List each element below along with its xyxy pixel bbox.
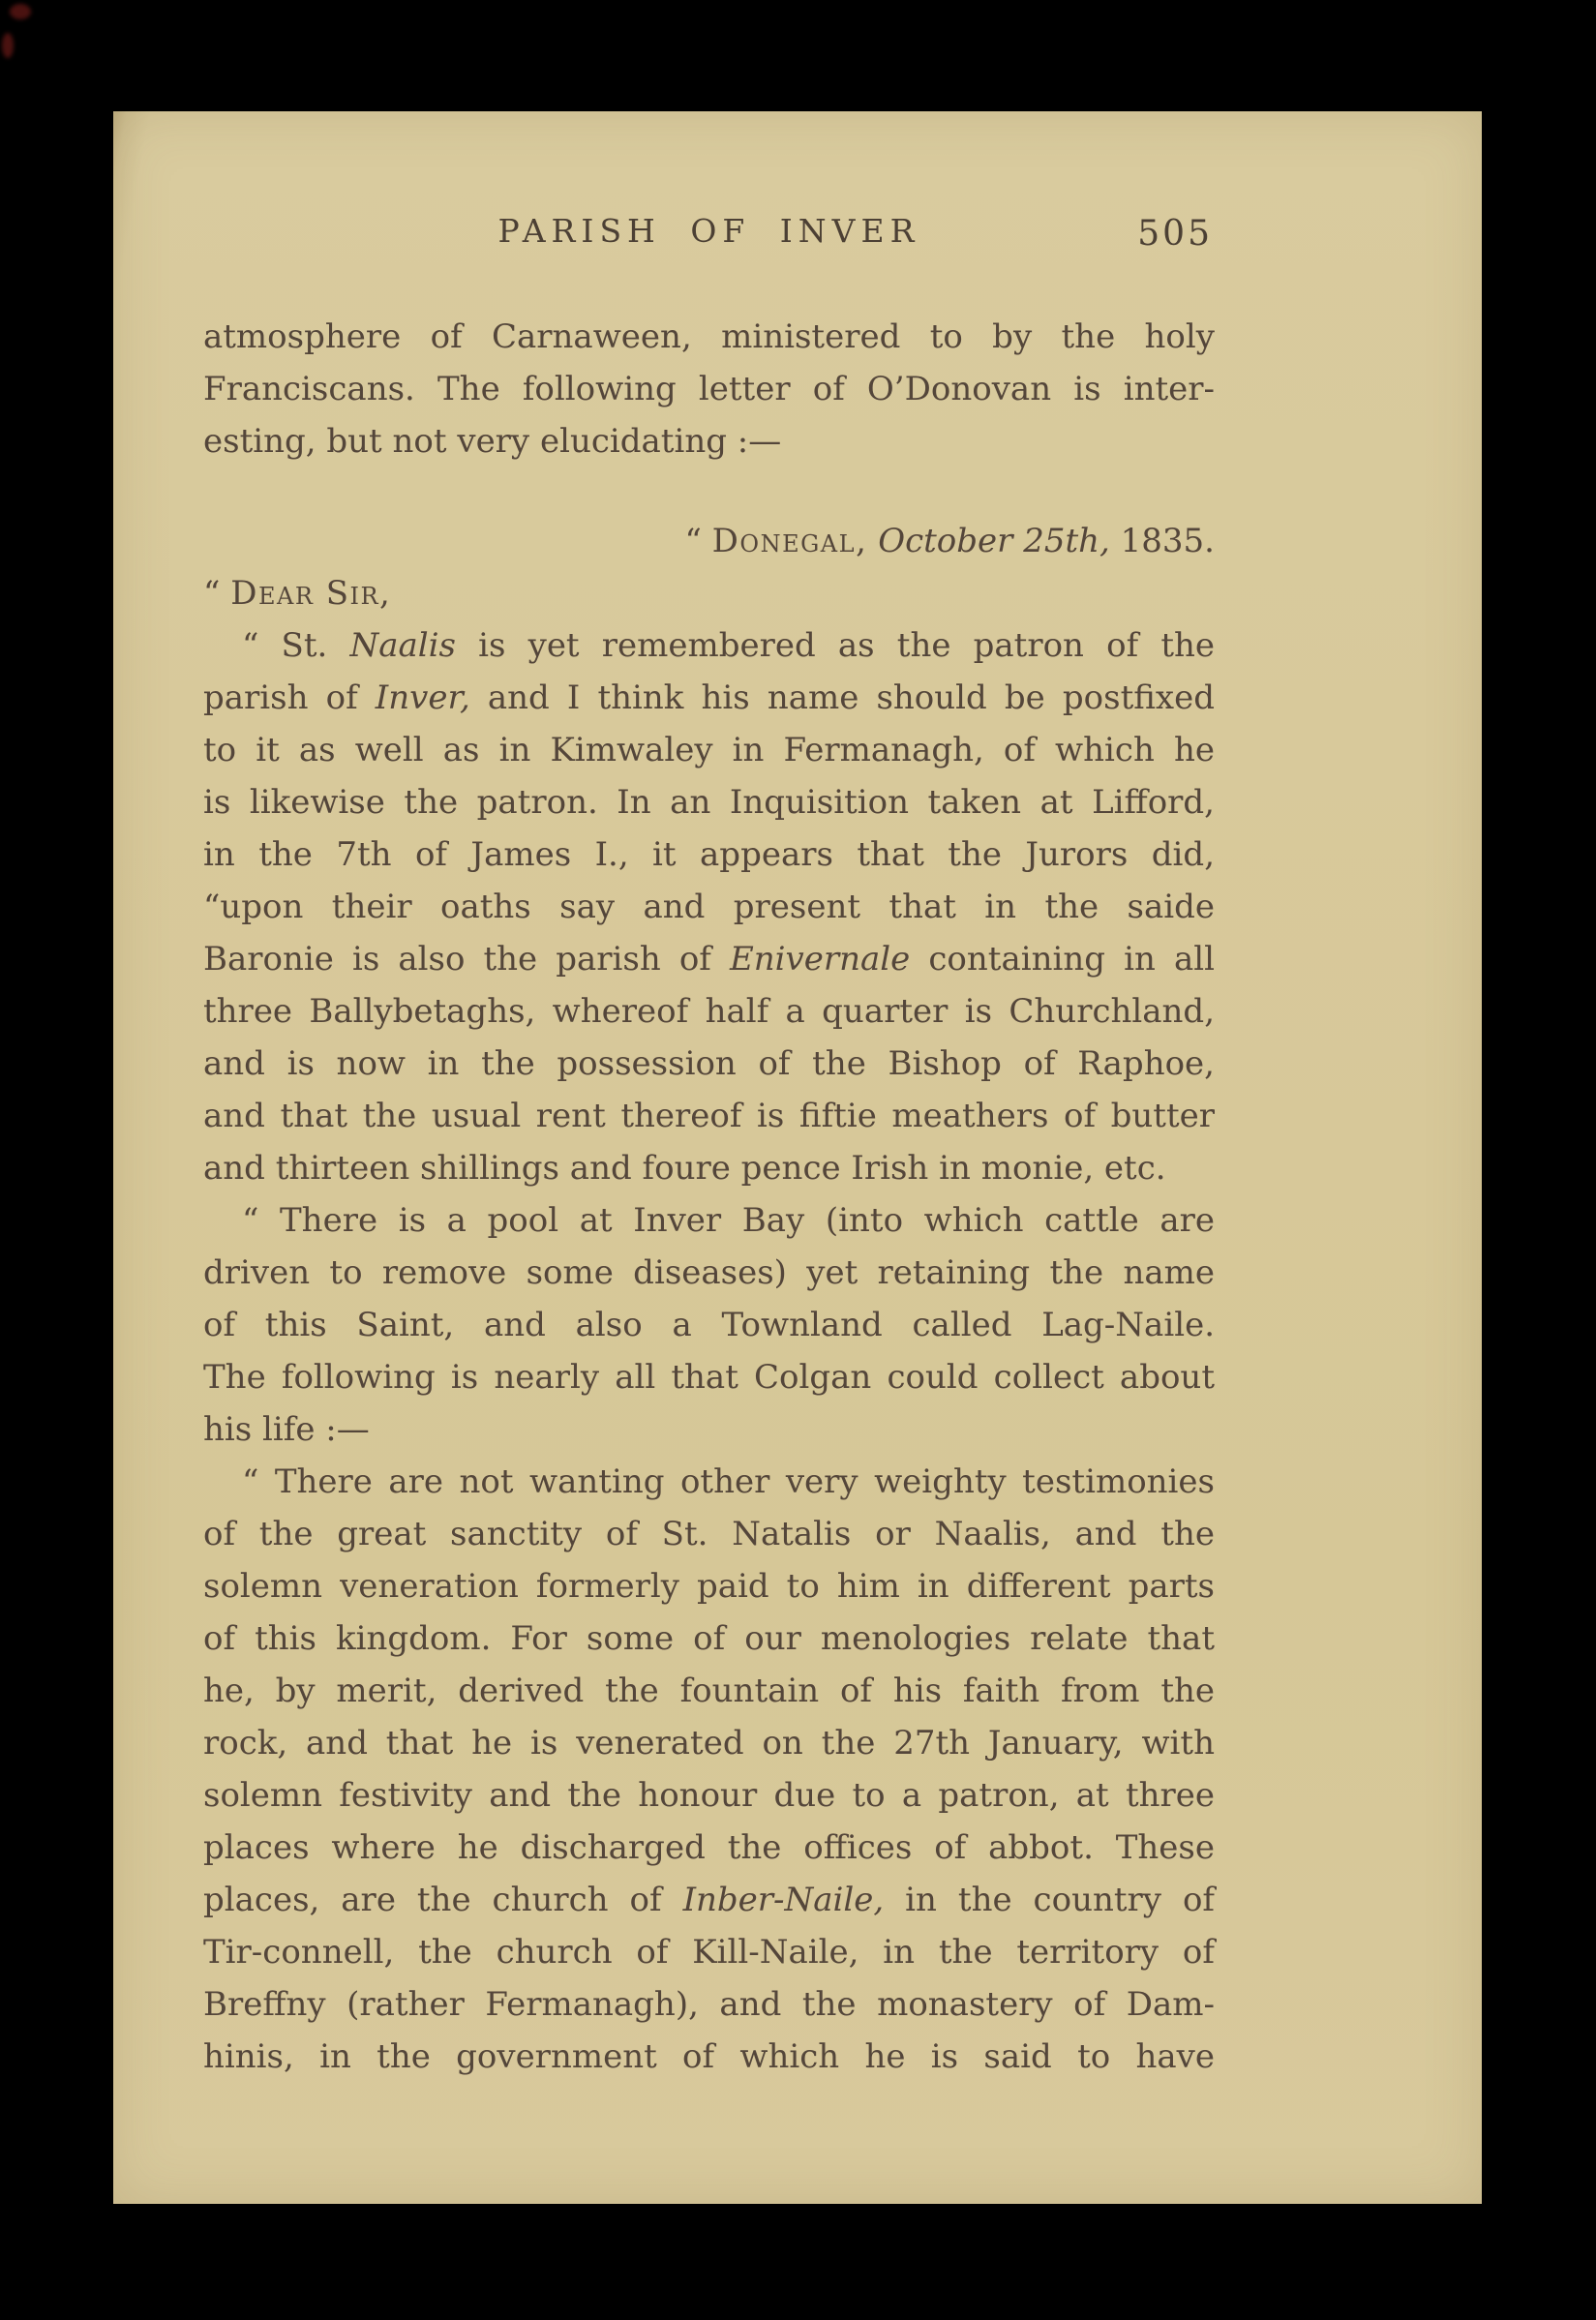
text-line: “ There are not wanting other very weighty testimonies bbox=[242, 1462, 1215, 1501]
text-column bbox=[203, 212, 1215, 2083]
text-line: of the great sanctity of St. Natalis or Naalis, and the bbox=[203, 1515, 1215, 1553]
text-line: places where he discharged the offices of abbot. These bbox=[203, 1828, 1215, 1867]
text-line: Franciscans. The following letter of O’Donovan is inter- bbox=[203, 370, 1215, 408]
text-line: he, by merit, derived the fountain of his faith from the bbox=[203, 1672, 1215, 1710]
text-line: “upon their oaths say and present that in the saide bbox=[203, 888, 1215, 926]
colgan-paragraph bbox=[203, 1456, 1215, 2083]
text-line: his life :— bbox=[203, 1410, 370, 1449]
page-text bbox=[203, 311, 1215, 2083]
letter-paragraph bbox=[203, 619, 1215, 1194]
text-line: “ St. Naalis is yet remembered as the patron of the bbox=[242, 626, 1215, 665]
text-line: and is now in the possession of the Bishop of Raphoe, bbox=[203, 1044, 1215, 1083]
text-line: places, are the church of Inber-Naile, in the country of bbox=[203, 1881, 1216, 1919]
dateline bbox=[203, 515, 1215, 567]
text-line: in the 7th of James I., it appears that the Jurors did, bbox=[203, 835, 1215, 874]
book-page bbox=[113, 111, 1482, 2204]
text-line: “ Donegal, October 25th, 1835. bbox=[684, 522, 1215, 560]
text-line: rock, and that he is venerated on the 27th January, with bbox=[203, 1724, 1215, 1763]
intro-paragraph bbox=[203, 311, 1215, 467]
scan-artifact bbox=[10, 4, 31, 19]
text-line: hinis, in the government of which he is said to have bbox=[203, 2037, 1215, 2076]
text-line: and that the usual rent thereof is fiftie meathers of butter bbox=[203, 1097, 1215, 1135]
text-line: parish of Inver, and I think his name should be postfixed bbox=[203, 678, 1215, 717]
text-line: Breffny (rather Fermanagh), and the monastery of Dam- bbox=[203, 1985, 1215, 2024]
text-line: driven to remove some diseases) yet retaining the name bbox=[203, 1253, 1215, 1292]
text-line: Baronie is also the parish of Enivernale containing in all bbox=[203, 940, 1215, 979]
text-line: three Ballybetaghs, whereof half a quarter is Churchland, bbox=[203, 992, 1215, 1031]
page-number: 505 bbox=[1137, 214, 1213, 254]
text-line: The following is nearly all that Colgan could collect about bbox=[203, 1358, 1215, 1397]
text-line: solemn veneration formerly paid to him in different parts bbox=[203, 1567, 1215, 1606]
salutation bbox=[203, 567, 1215, 619]
text-line: of this Saint, and also a Townland called Lag-Naile. bbox=[203, 1306, 1215, 1344]
running-header bbox=[203, 212, 1215, 255]
text-line: “ Dear Sir, bbox=[203, 574, 392, 613]
page-title: PARISH OF INVER bbox=[497, 212, 920, 250]
scan-artifact bbox=[2, 33, 14, 58]
text-line: solemn festivity and the honour due to a patron, at three bbox=[203, 1776, 1215, 1815]
text-line: esting, but not very elucidating :— bbox=[203, 422, 782, 461]
text-line: and thirteen shillings and foure pence Irish in monie, etc. bbox=[203, 1149, 1166, 1188]
text-line: Tir-connell, the church of Kill-Naile, in the territory of bbox=[203, 1933, 1215, 1972]
text-line: atmosphere of Carnaween, ministered to by the holy bbox=[203, 317, 1215, 356]
text-line: “ There is a pool at Inver Bay (into which cattle are bbox=[242, 1201, 1215, 1240]
pool-paragraph bbox=[203, 1194, 1215, 1456]
text-line: of this kingdom. For some of our menologies relate that bbox=[203, 1619, 1215, 1658]
text-line: is likewise the patron. In an Inquisition taken at Lifford, bbox=[203, 783, 1215, 822]
text-line: to it as well as in Kimwaley in Fermanagh, of which he bbox=[203, 731, 1215, 769]
